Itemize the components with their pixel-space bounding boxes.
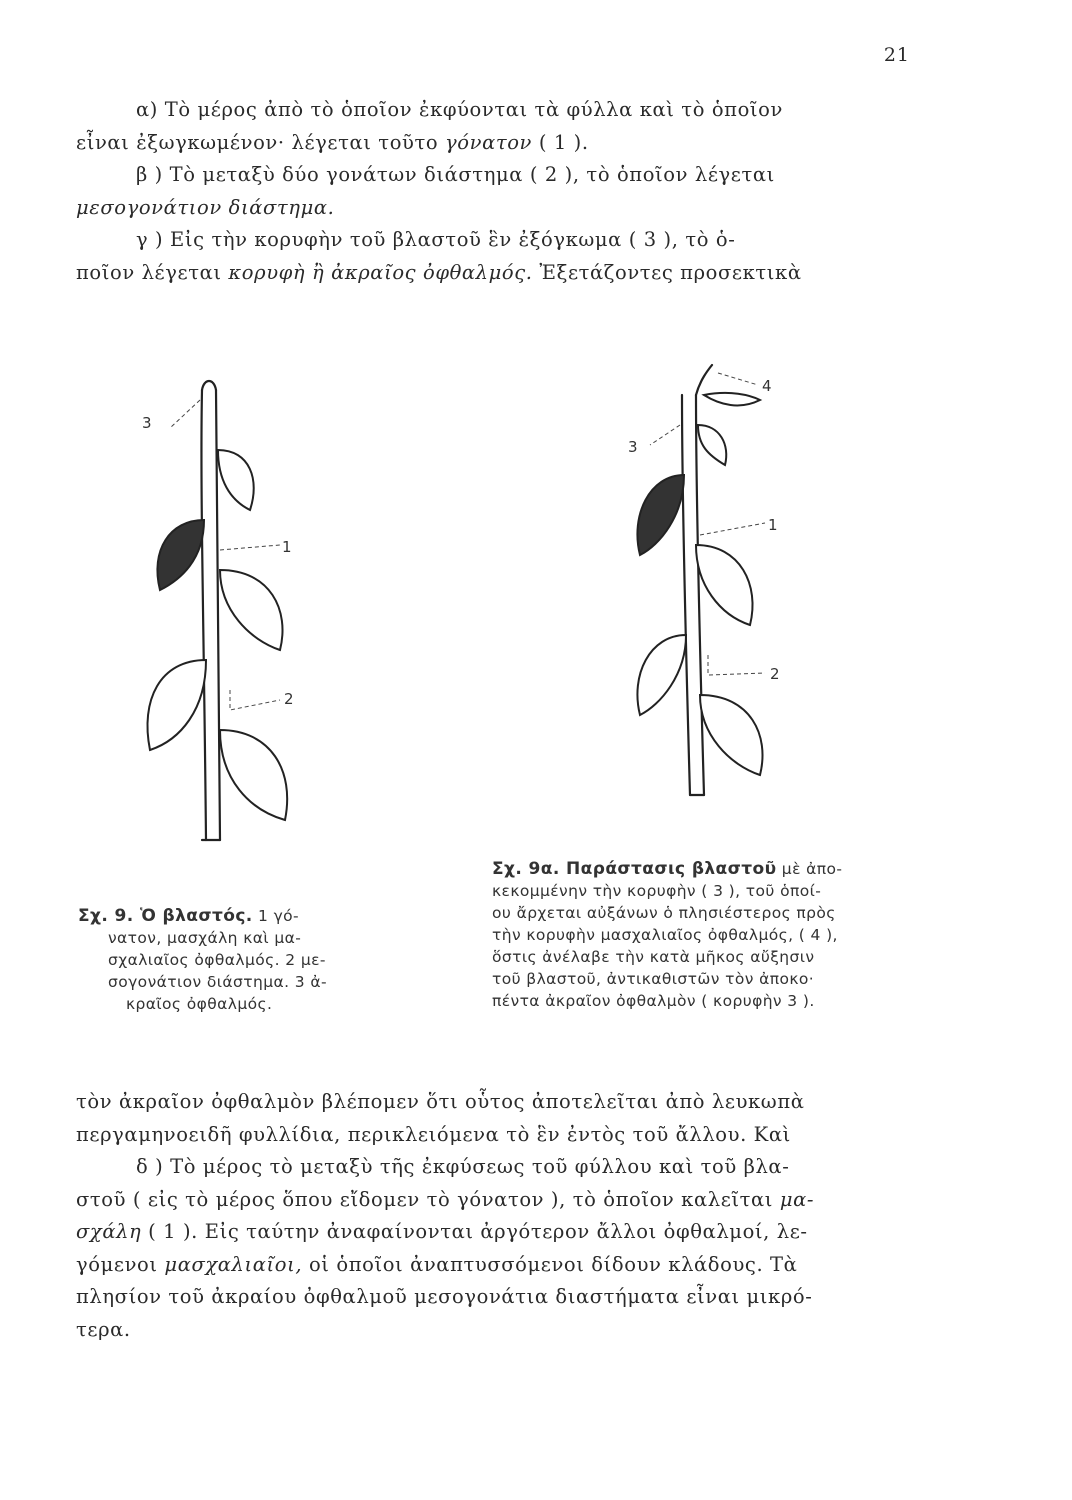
leaf-shape xyxy=(700,695,763,775)
caption-line: τοῦ βλαστοῦ, ἀντικαθιστῶν τὸν ἀποκο· xyxy=(492,970,815,988)
page-number: 21 xyxy=(883,44,910,66)
bottom-paragraph xyxy=(76,1086,910,1346)
caption-line: τὴν κορυφὴν μασχαλιαῖος ὀφθαλμός, ( 4 ), xyxy=(492,926,838,944)
caption-line: σογονάτιον διάστημα. 3 ἀ- xyxy=(108,973,327,991)
text-line: β ) Τὸ μεταξὺ δύο γονάτων διάστημα ( 2 ), τὸ ὁποῖον λέγεται xyxy=(136,163,775,186)
leaf-shape xyxy=(220,570,283,650)
figure-stem-left xyxy=(120,370,440,860)
leaf-shape xyxy=(218,450,254,510)
text-line: στοῦ ( εἰς τὸ μέρος ὅπου εἴδομεν τὸ γόνατον ), τὸ ὁποῖον καλεῖται μα- xyxy=(76,1187,815,1211)
leaf-shape xyxy=(637,635,686,715)
text-line: περγαμηνοειδῆ φυλλίδια, περικλειόμενα τὸ ἓν ἐντὸς τοῦ ἄλλου. Καὶ xyxy=(76,1122,791,1146)
leaf-shape xyxy=(147,660,206,750)
text-line: τὸν ἀκραῖον ὀφθαλμὸν βλέπομεν ὅτι οὗτος ἀποτελεῖται ἀπὸ λευκωπὰ xyxy=(76,1090,805,1113)
term-mesogonation: μεσογονάτιον διάστημα. xyxy=(76,195,335,219)
text-line: σχάλη ( 1 ). Εἰς ταύτην ἀναφαίνονται ἀργότερον ἄλλοι ὀφθαλμοί, λε- xyxy=(76,1220,808,1243)
caption-line: πέντα ἀκραῖον ὀφθαλμὸν ( κορυφὴν 3 ). xyxy=(492,992,815,1010)
text-line: γόμενοι μασχαλιαῖοι, οἱ ὁποῖοι ἀναπτυσσόμενοι δίδουν κλάδους. Τὰ xyxy=(76,1252,798,1276)
label-1: 1 xyxy=(282,538,292,556)
caption-line: ὅστις ἀνέλαβε τὴν κατὰ μῆκος αὔξησιν xyxy=(492,948,815,966)
term-maschali: μα- xyxy=(779,1187,815,1211)
label-4: 4 xyxy=(762,377,772,395)
figure-stem-right xyxy=(600,355,920,805)
text-line: τερα. xyxy=(76,1317,131,1341)
caption-line: νατον, μασχάλη καὶ μα- xyxy=(108,929,302,947)
term-koryfi: κορυφὴ ἢ ἀκραῖος ὀφθαλμός. xyxy=(228,260,533,284)
text-line: α) Τὸ μέρος ἀπὸ τὸ ὁποῖον ἐκφύονται τὰ φύλλα καὶ τὸ ὁποῖον xyxy=(136,98,783,121)
caption-line: Σχ. 9. Ὁ βλαστός. 1 γό- xyxy=(78,906,300,926)
label-2: 2 xyxy=(284,690,294,708)
term-gonaton: γόνατον xyxy=(445,130,533,154)
caption-line: κεκομμένην τὴν κορυφὴν ( 3 ), τοῦ ὁποί- xyxy=(492,882,822,900)
text-line: δ ) Τὸ μέρος τὸ μεταξὺ τῆς ἐκφύσεως τοῦ φύλλου καὶ τοῦ βλα- xyxy=(136,1155,790,1178)
leaf-shape xyxy=(698,425,726,465)
caption-title: Σχ. 9α. Παράστασις βλαστοῦ xyxy=(492,859,777,879)
caption-line: Σχ. 9α. Παράστασις βλαστοῦ μὲ ἀπο- xyxy=(492,859,843,879)
leaf-shape xyxy=(637,475,684,555)
stem-line xyxy=(696,395,704,795)
stem-line xyxy=(682,395,690,795)
term-maschaliaioi: μασχαλιαῖοι, xyxy=(164,1252,303,1276)
figure-caption-right xyxy=(492,858,952,1012)
caption-line: κραῖος ὀφθαλμός. xyxy=(126,995,273,1013)
term-maschali: σχάλη xyxy=(76,1220,142,1243)
label-2: 2 xyxy=(770,665,780,683)
caption-line: ου ἄρχεται αὐξάνων ὁ πλησιέστερος πρὸς xyxy=(492,904,836,922)
top-paragraph xyxy=(76,94,910,289)
leaf-shape xyxy=(696,545,753,625)
label-3: 3 xyxy=(142,414,152,432)
caption-title: Σχ. 9. Ὁ βλαστός. xyxy=(78,906,253,926)
text-line: ποῖον λέγεται κορυφὴ ἢ ἀκραῖος ὀφθαλμός. Ἐξετάζοντες προσεκτικὰ xyxy=(76,260,802,284)
leaf-shape xyxy=(220,730,287,820)
figure-caption-left xyxy=(78,905,378,1015)
text-line: εἶναι ἐξωγκωμένον· λέγεται τοῦτο γόνατον ( 1 ). xyxy=(76,130,589,154)
leaf-shape xyxy=(157,520,204,590)
caption-line: σχαλιαῖος ὀφθαλμός. 2 με- xyxy=(108,951,326,969)
text-line: γ ) Εἰς τὴν κορυφὴν τοῦ βλαστοῦ ἓν ἐξόγκωμα ( 3 ), τὸ ὁ- xyxy=(136,228,736,251)
stem-line xyxy=(201,390,206,840)
label-1: 1 xyxy=(768,516,778,534)
label-3: 3 xyxy=(628,438,638,456)
text-line: πλησίον τοῦ ἀκραίου ὀφθαλμοῦ μεσογονάτια διαστήματα εἶναι μικρό- xyxy=(76,1285,813,1308)
leaf-shape xyxy=(704,393,760,406)
